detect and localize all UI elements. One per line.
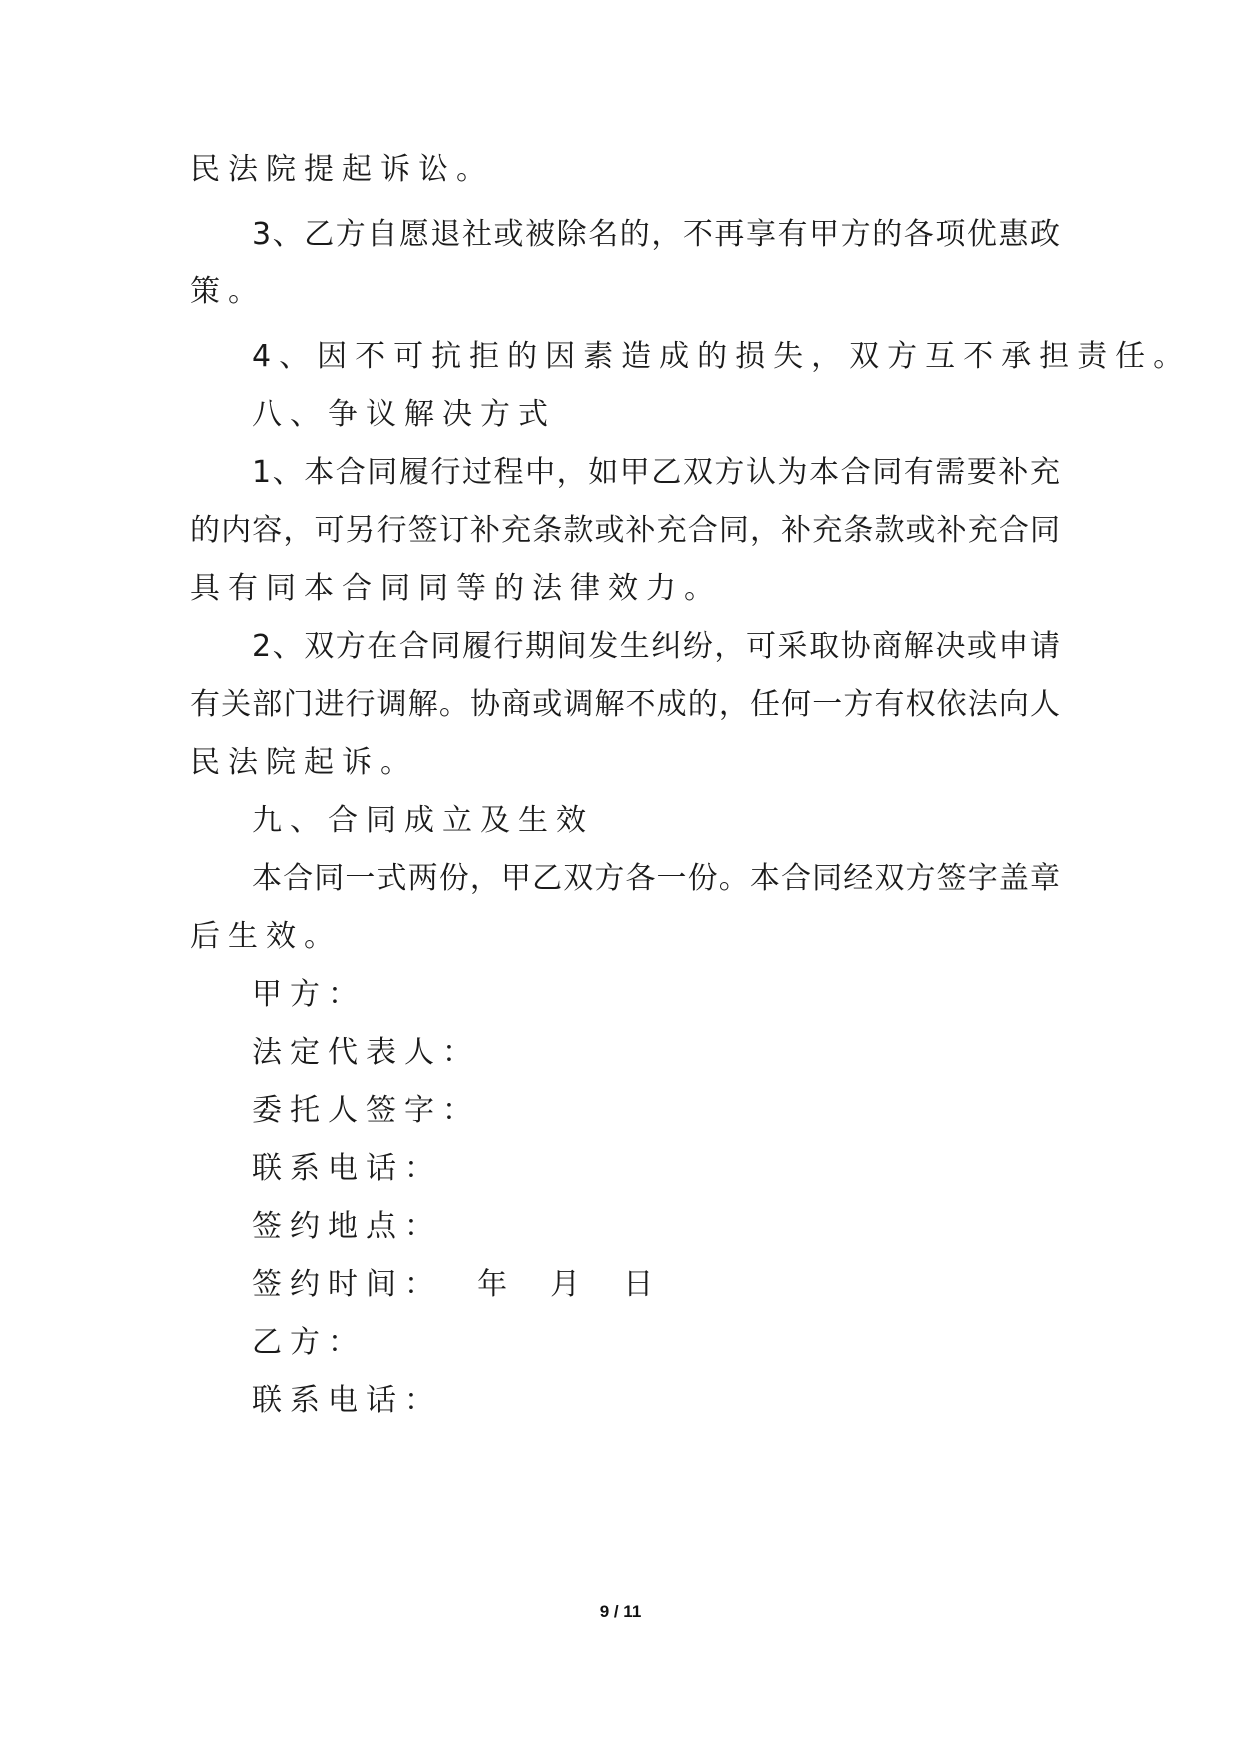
signing-date-label: 签约时间： 年 月 日 xyxy=(252,1267,662,1302)
paragraph-line: 有关部门进行调解。协商或调解不成的，任何一方有权依法向人 xyxy=(190,687,1060,722)
paragraph-line: 民法院起诉。 xyxy=(190,745,418,780)
clause-8-2: 2、双方在合同履行期间发生纠纷，可采取协商解决或申请 xyxy=(252,629,1060,664)
paragraph-line: 策。 xyxy=(190,274,266,309)
paragraph-line: 的内容，可另行签订补充条款或补充合同，补充条款或补充合同 xyxy=(190,513,1060,548)
authorized-signature-label: 委托人签字： xyxy=(252,1093,480,1128)
signing-place-label: 签约地点： xyxy=(252,1209,442,1244)
party-b-phone-label: 联系电话： xyxy=(252,1383,442,1418)
clause-7-3: 3、乙方自愿退社或被除名的，不再享有甲方的各项优惠政 xyxy=(252,217,1060,252)
clause-8-1: 1、本合同履行过程中，如甲乙双方认为本合同有需要补充 xyxy=(252,455,1060,490)
page-number: 9 / 11 xyxy=(599,1602,642,1621)
legal-representative-label: 法定代表人： xyxy=(252,1035,480,1070)
paragraph-line: 具有同本合同同等的法律效力。 xyxy=(190,571,722,606)
effectiveness-clause: 本合同一式两份，甲乙双方各一份。本合同经双方签字盖章 xyxy=(252,861,1060,896)
party-a-phone-label: 联系电话： xyxy=(252,1151,442,1186)
party-b-label: 乙方： xyxy=(252,1325,366,1360)
clause-7-4: 4、因不可抗拒的因素造成的损失，双方互不承担责任。 xyxy=(252,339,1192,374)
section-heading-8: 八、争议解决方式 xyxy=(252,397,556,432)
paragraph-line: 民法院提起诉讼。 xyxy=(190,152,494,187)
section-heading-9: 九、合同成立及生效 xyxy=(252,803,594,838)
paragraph-line: 后生效。 xyxy=(190,919,342,954)
party-a-label: 甲方： xyxy=(252,977,366,1012)
